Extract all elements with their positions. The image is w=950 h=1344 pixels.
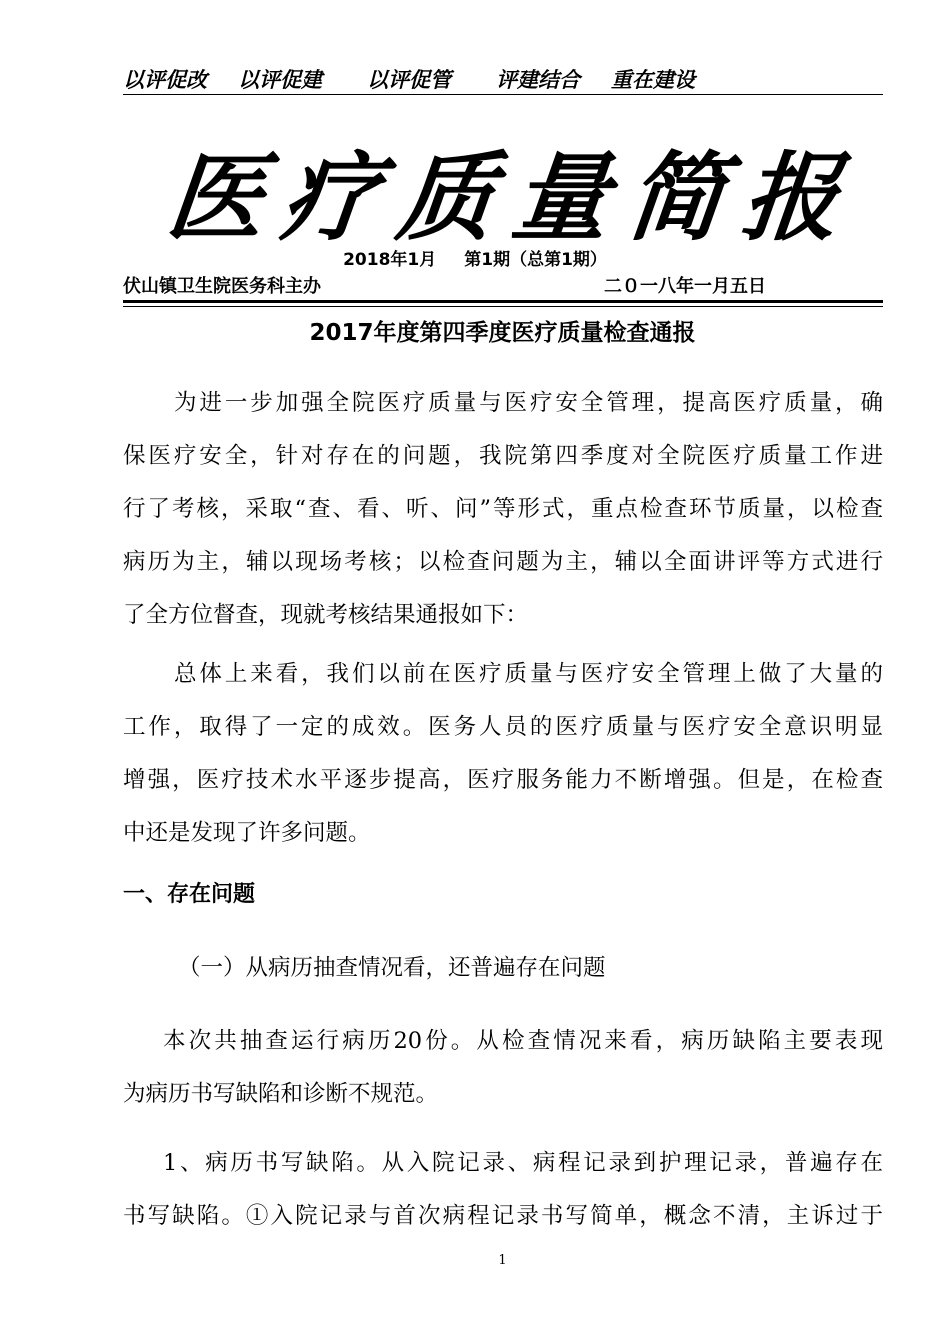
text-line: 为病历书写缺陷和诊断不规范。 [123,1081,439,1107]
text-line: 保医疗安全，针对存在的问题，我院第四季度对全院医疗质量工作进 [123,443,883,469]
text-line: 总体上来看，我们以前在医疗质量与医疗安全管理上做了大量的 [174,661,883,687]
sub-heading: （一）从病历抽查情况看，还普遍存在问题 [178,955,606,981]
slogan-item: 以评促改 [123,68,207,92]
publish-date: 二０一八年一月五日 [604,276,766,297]
masthead-title: 医疗质量简报 [162,141,864,254]
paragraph-overview [123,648,883,860]
page-number: 1 [498,1253,507,1268]
slogan-bar [123,64,695,96]
issue-line [0,248,950,272]
article-title: 2017年度第四季度医疗质量检查通报 [309,320,696,346]
slogan-item: 以评促管 [367,68,451,92]
text-line: 行了考核，采取“查、看、听、问”等形式，重点检查环节质量，以检查 [123,496,883,522]
text-line: 中还是发现了许多问题。 [123,820,371,846]
text-line: 本次共抽查运行病历20份。从检查情况来看，病历缺陷主要表现 [163,1028,883,1054]
slogan-item: 以评促建 [238,68,322,92]
text-line: 增强，医疗技术水平逐步提高，医疗服务能力不断增强。但是，在检查 [123,767,883,793]
masthead-rule-thin [123,306,883,307]
slogan-item: 重在建设 [611,68,695,92]
text-line: 1、病历书写缺陷。从入院记录、病程记录到护理记录，普遍存在 [163,1150,883,1176]
paragraph-sampling [123,1015,883,1121]
organizer: 伏山镇卫生院医务科主办 [123,276,321,297]
slogan-item: 评建结合 [496,68,580,92]
text-line: 病历为主，辅以现场考核；以检查问题为主，辅以全面讲评等方式进行 [123,549,883,575]
issue-number: 第1期（总第1期） [464,250,607,270]
section-heading: 一、存在问题 [123,882,256,907]
text-line: 工作，取得了一定的成效。医务人员的医疗质量与医疗安全意识明显 [123,714,883,740]
paragraph-defects [123,1137,883,1243]
text-line: 了全方位督查，现就考核结果通报如下： [123,602,529,628]
text-line: 为进一步加强全院医疗质量与医疗安全管理，提高医疗质量，确 [174,390,883,416]
masthead-rule-thick [123,300,883,303]
header-rule [123,94,883,95]
paragraph-intro [123,377,883,642]
text-line: 书写缺陷。①入院记录与首次病程记录书写简单，概念不清，主诉过于 [123,1203,883,1229]
issue-date: 2018年1月 [343,250,437,270]
